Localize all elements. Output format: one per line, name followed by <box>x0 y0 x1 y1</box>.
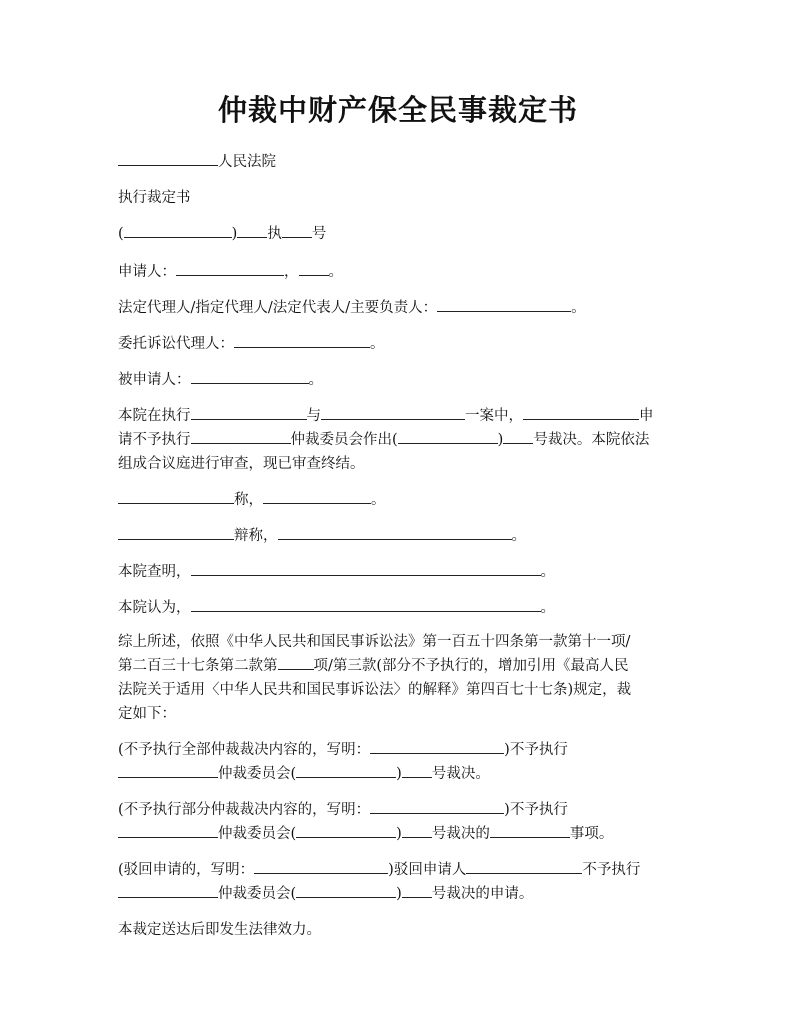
blank[interactable] <box>118 882 218 898</box>
case-number-line: ( ) 执 号 <box>118 222 688 246</box>
blank[interactable] <box>490 822 570 838</box>
blank[interactable] <box>118 822 218 838</box>
blank[interactable] <box>191 368 309 384</box>
agent-line: 委托诉讼代理人： 。 <box>118 332 688 356</box>
court-held-line: 本院认为， 。 <box>118 596 688 620</box>
blank[interactable] <box>191 404 307 420</box>
blank[interactable] <box>402 762 432 778</box>
blank[interactable] <box>299 260 329 276</box>
doc-type-line: 执行裁定书 <box>118 190 191 206</box>
blank[interactable] <box>296 762 396 778</box>
blank[interactable] <box>466 858 582 874</box>
case-background-paragraph: 本院在执行 与 一案中， 申 请不予执行 仲裁委员会作出( ) 号裁决。本院依法 组成合议庭进行审查，现已审查终结。 <box>118 404 688 476</box>
blank[interactable] <box>370 738 504 754</box>
blank[interactable] <box>234 332 370 348</box>
blank[interactable] <box>503 428 533 444</box>
blank[interactable] <box>278 524 512 540</box>
blank[interactable] <box>118 150 218 166</box>
blank[interactable] <box>523 404 639 420</box>
blank[interactable] <box>254 858 388 874</box>
ruling-part-paragraph: (不予执行部分仲裁裁决内容的，写明： )不予执行 仲裁委员会( ) 号裁决的 事项。 <box>118 798 688 846</box>
applicant-claim-line: 称， 。 <box>118 488 688 512</box>
ruling-all-paragraph: (不予执行全部仲裁裁决内容的，写明： )不予执行 仲裁委员会( ) 号裁决。 <box>118 738 688 786</box>
respondent-defense-line: 辩称， 。 <box>118 524 688 548</box>
blank[interactable] <box>398 428 498 444</box>
blank[interactable] <box>191 560 541 576</box>
applicant-line: 申请人： ， 。 <box>118 260 688 284</box>
blank[interactable] <box>191 428 291 444</box>
court-found-line: 本院查明， 。 <box>118 560 688 584</box>
respondent-line: 被申请人： 。 <box>118 368 688 392</box>
legal-effect-line: 本裁定送达后即发生法律效力。 <box>118 922 321 938</box>
blank[interactable] <box>118 488 234 504</box>
blank[interactable] <box>191 596 541 612</box>
blank[interactable] <box>278 654 314 670</box>
summary-paragraph: 综上所述，依照《中华人民共和国民事诉讼法》第一百五十四条第一款第十一项/ 第二百三十七条第二款第 项/第三款(部分不予执行的，增加引用《最高人民 法院关于适用〈中华人民共和国民事诉讼法〉的解释》第四百七十七条)规定，裁 定如下： <box>118 634 632 723</box>
blank[interactable] <box>237 222 267 238</box>
blank[interactable] <box>263 488 371 504</box>
blank[interactable] <box>437 296 571 312</box>
blank[interactable] <box>296 882 396 898</box>
blank[interactable] <box>176 260 284 276</box>
document-title: 仲裁中财产保全民事裁定书 <box>217 93 578 127</box>
blank[interactable] <box>118 524 234 540</box>
legal-rep-line: 法定代理人/指定代理人/法定代表人/主要负责人： 。 <box>118 296 688 320</box>
blank[interactable] <box>282 222 312 238</box>
blank[interactable] <box>402 822 432 838</box>
blank[interactable] <box>370 798 504 814</box>
blank[interactable] <box>118 762 218 778</box>
ruling-reject-paragraph: (驳回申请的，写明： )驳回申请人 不予执行 仲裁委员会( ) 号裁决的申请。 <box>118 858 688 906</box>
blank[interactable] <box>124 222 232 238</box>
blank[interactable] <box>321 404 465 420</box>
blank[interactable] <box>402 882 432 898</box>
court-line: 人民法院 <box>118 150 688 174</box>
blank[interactable] <box>296 822 396 838</box>
